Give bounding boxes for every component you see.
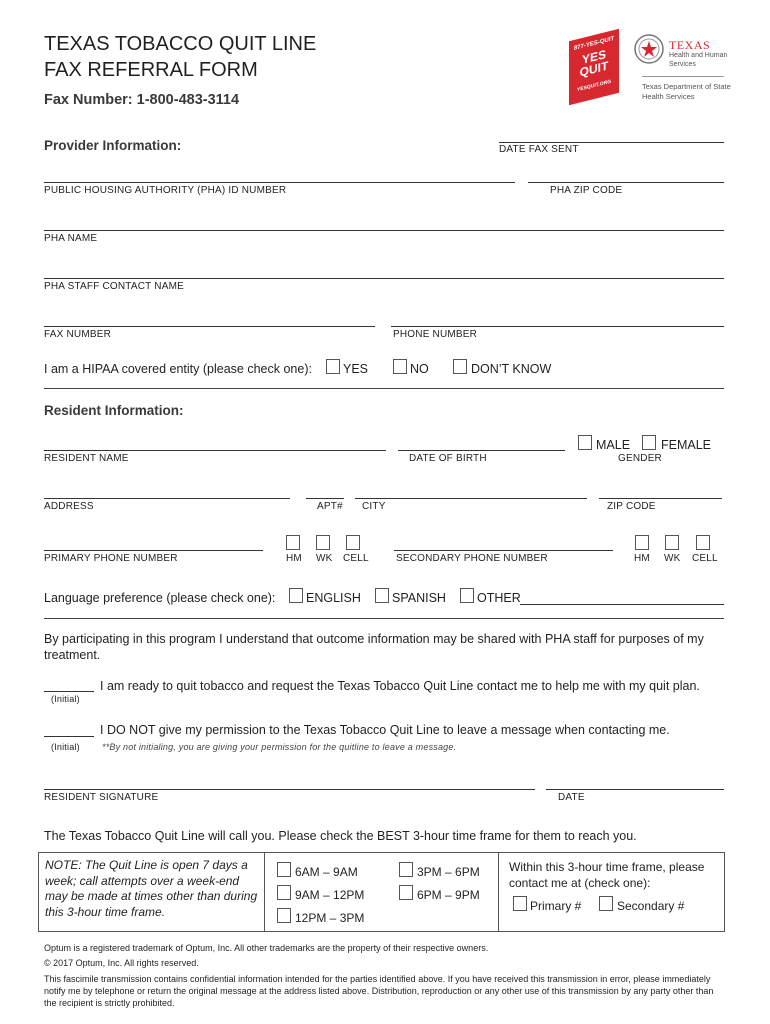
- phone-number-field[interactable]: [391, 326, 724, 327]
- hhs-logo-line2: Health and Human: [669, 52, 728, 59]
- schedule-divider-1: [264, 853, 265, 931]
- gender-label: GENDER: [618, 453, 662, 464]
- zip-label: ZIP CODE: [607, 501, 656, 512]
- pha-zip-field[interactable]: [528, 182, 724, 183]
- language-question: Language preference (please check one):: [44, 591, 276, 605]
- hhs-logo-state: TEXAS: [669, 38, 711, 52]
- form-title-line1: TEXAS TOBACCO QUIT LINE: [44, 33, 317, 55]
- signature-date-label: DATE: [558, 792, 585, 803]
- hhs-logo-divider: [642, 76, 724, 77]
- secondary-wk-checkbox[interactable]: [665, 535, 679, 550]
- secondary-wk-label: WK: [664, 553, 681, 564]
- schedule-intro: The Texas Tobacco Quit Line will call you. Please check the BEST 3-hour time frame for them to reach you.: [44, 829, 637, 843]
- hhs-logo-dept2: Health Services: [642, 92, 695, 101]
- city-label: CITY: [362, 501, 386, 512]
- language-other-label: OTHER: [477, 591, 521, 605]
- hhs-logo-line3: Services: [669, 61, 696, 68]
- slot-9am-12pm-checkbox[interactable]: [277, 885, 291, 900]
- consent-note-2: **By not initialing, you are giving your permission for the quitline to leave a message.: [102, 742, 457, 752]
- initial-field-1[interactable]: [44, 691, 94, 692]
- fax-number-label: FAX NUMBER: [44, 329, 112, 340]
- consent-statement-2: I DO NOT give my permission to the Texas Tobacco Quit Line to leave a message when contacting me.: [100, 723, 670, 737]
- hhs-logo-dept1: Texas Department of State: [642, 82, 731, 91]
- primary-wk-checkbox[interactable]: [316, 535, 330, 550]
- slot-6pm-9pm-label: 6PM – 9PM: [417, 888, 480, 902]
- resident-signature-label: RESIDENT SIGNATURE: [44, 792, 159, 803]
- resident-heading: Resident Information:: [44, 403, 184, 418]
- secondary-cell-checkbox[interactable]: [696, 535, 710, 550]
- primary-cell-checkbox[interactable]: [346, 535, 360, 550]
- secondary-phone-label: SECONDARY PHONE NUMBER: [396, 553, 548, 564]
- secondary-cell-label: CELL: [692, 553, 718, 564]
- footer-trademark: Optum is a registered trademark of Optum, Inc. All other trademarks are the property of their respective owners.: [44, 943, 489, 953]
- slot-12pm-3pm-label: 12PM – 3PM: [295, 911, 365, 925]
- hipaa-dont-know-checkbox[interactable]: [453, 359, 467, 374]
- primary-wk-label: WK: [316, 553, 333, 564]
- primary-phone-field[interactable]: [44, 550, 263, 551]
- initial-field-2[interactable]: [44, 736, 94, 737]
- schedule-box: [38, 852, 725, 932]
- gender-male-label: MALE: [596, 438, 631, 452]
- date-fax-sent-field[interactable]: [499, 142, 724, 143]
- slot-9am-12pm-label: 9AM – 12PM: [295, 888, 365, 902]
- hipaa-no-label: NO: [410, 362, 429, 376]
- form-title: [44, 31, 316, 83]
- section-divider: [44, 388, 724, 389]
- quitline-note: NOTE: The Quit Line is open 7 days a week; call attempts over a week-end may be made at times other than during this 3-hour time frame.: [45, 858, 258, 919]
- secondary-phone-field[interactable]: [394, 550, 613, 551]
- gender-female-label: FEMALE: [661, 438, 712, 452]
- primary-phone-label: PRIMARY PHONE NUMBER: [44, 553, 178, 564]
- zip-field[interactable]: [599, 498, 722, 499]
- consent-intro: By participating in this program I understand that outcome information may be shared with PHA staff for purposes of my treatment.: [44, 632, 704, 662]
- contact-question: Within this 3-hour time frame, please contact me at (check one):: [509, 860, 705, 890]
- consent-statement-1: I am ready to quit tobacco and request the Texas Tobacco Quit Line contact me to help me with my quit plan.: [100, 679, 700, 693]
- schedule-divider-2: [498, 853, 499, 931]
- yesquit-logo-bottom: YESQUIT.ORG: [576, 78, 612, 94]
- pha-id-field[interactable]: [44, 182, 515, 183]
- contact-primary-checkbox[interactable]: [513, 896, 527, 911]
- yesquit-logo: [569, 29, 619, 105]
- primary-hm-label: HM: [286, 553, 302, 564]
- language-spanish-checkbox[interactable]: [375, 588, 389, 603]
- pha-staff-field[interactable]: [44, 278, 724, 279]
- gender-male-checkbox[interactable]: [578, 435, 592, 450]
- dob-label: DATE OF BIRTH: [409, 453, 487, 464]
- pha-name-field[interactable]: [44, 230, 724, 231]
- contact-primary-label: Primary #: [530, 899, 582, 913]
- initial-label-1: (Initial): [51, 694, 80, 704]
- hipaa-yes-label: YES: [343, 362, 369, 376]
- texas-seal-icon: [634, 34, 664, 64]
- yesquit-logo-main: YES QUIT: [579, 47, 609, 80]
- address-field[interactable]: [44, 498, 290, 499]
- primary-hm-checkbox[interactable]: [286, 535, 300, 550]
- city-field[interactable]: [355, 498, 587, 499]
- secondary-hm-label: HM: [634, 553, 650, 564]
- apt-field[interactable]: [306, 498, 344, 499]
- language-english-label: ENGLISH: [306, 591, 361, 605]
- slot-12pm-3pm-checkbox[interactable]: [277, 908, 291, 923]
- slot-6pm-9pm-checkbox[interactable]: [399, 885, 413, 900]
- form-title-line2: FAX REFERRAL FORM: [44, 59, 258, 81]
- signature-date-field[interactable]: [546, 789, 724, 790]
- footer-copyright: © 2017 Optum, Inc. All rights reserved.: [44, 958, 199, 968]
- language-other-field[interactable]: [520, 604, 724, 605]
- hipaa-yes-checkbox[interactable]: [326, 359, 340, 374]
- contact-secondary-label: Secondary #: [617, 899, 685, 913]
- primary-cell-label: CELL: [343, 553, 369, 564]
- hipaa-no-checkbox[interactable]: [393, 359, 407, 374]
- yesquit-logo-top: 877-YES-QUIT: [573, 35, 615, 53]
- resident-signature-field[interactable]: [44, 789, 535, 790]
- slot-3pm-6pm-checkbox[interactable]: [399, 862, 413, 877]
- consent-divider: [44, 618, 724, 619]
- pha-zip-label: PHA ZIP CODE: [550, 185, 623, 196]
- contact-secondary-checkbox[interactable]: [599, 896, 613, 911]
- language-other-checkbox[interactable]: [460, 588, 474, 603]
- pha-id-label: PUBLIC HOUSING AUTHORITY (PHA) ID NUMBER: [44, 185, 287, 196]
- resident-name-label: RESIDENT NAME: [44, 453, 129, 464]
- slot-6am-9am-label: 6AM – 9AM: [295, 865, 358, 879]
- footer-confidential: This fascimile transmission contains confidential information intended for the parties identified above. If you have received this transmission in error, please immediately notify me by telephone or return the original message at the address listed above. Distribution, reproduction or any other use of this transmission by any party other than the recipient is strictly prohibited.: [44, 974, 714, 1008]
- secondary-hm-checkbox[interactable]: [635, 535, 649, 550]
- slot-3pm-6pm-label: 3PM – 6PM: [417, 865, 480, 879]
- address-label: ADDRESS: [44, 501, 94, 512]
- resident-name-field[interactable]: [44, 450, 386, 451]
- fax-number-heading: Fax Number: 1-800-483-3114: [44, 92, 240, 108]
- language-spanish-label: SPANISH: [392, 591, 446, 605]
- dob-field[interactable]: [398, 450, 565, 451]
- pha-staff-label: PHA STAFF CONTACT NAME: [44, 281, 184, 292]
- date-fax-sent-label: DATE FAX SENT: [499, 144, 579, 155]
- hipaa-dont-know-label: DON’T KNOW: [471, 362, 552, 376]
- fax-number-field[interactable]: [44, 326, 375, 327]
- apt-label: APT#: [317, 501, 343, 512]
- language-english-checkbox[interactable]: [289, 588, 303, 603]
- provider-heading: Provider Information:: [44, 138, 182, 153]
- hipaa-question: I am a HIPAA covered entity (please check one):: [44, 362, 312, 376]
- initial-label-2: (Initial): [51, 742, 80, 752]
- pha-name-label: PHA NAME: [44, 233, 98, 244]
- slot-6am-9am-checkbox[interactable]: [277, 862, 291, 877]
- gender-female-checkbox[interactable]: [642, 435, 656, 450]
- phone-number-label: PHONE NUMBER: [393, 329, 478, 340]
